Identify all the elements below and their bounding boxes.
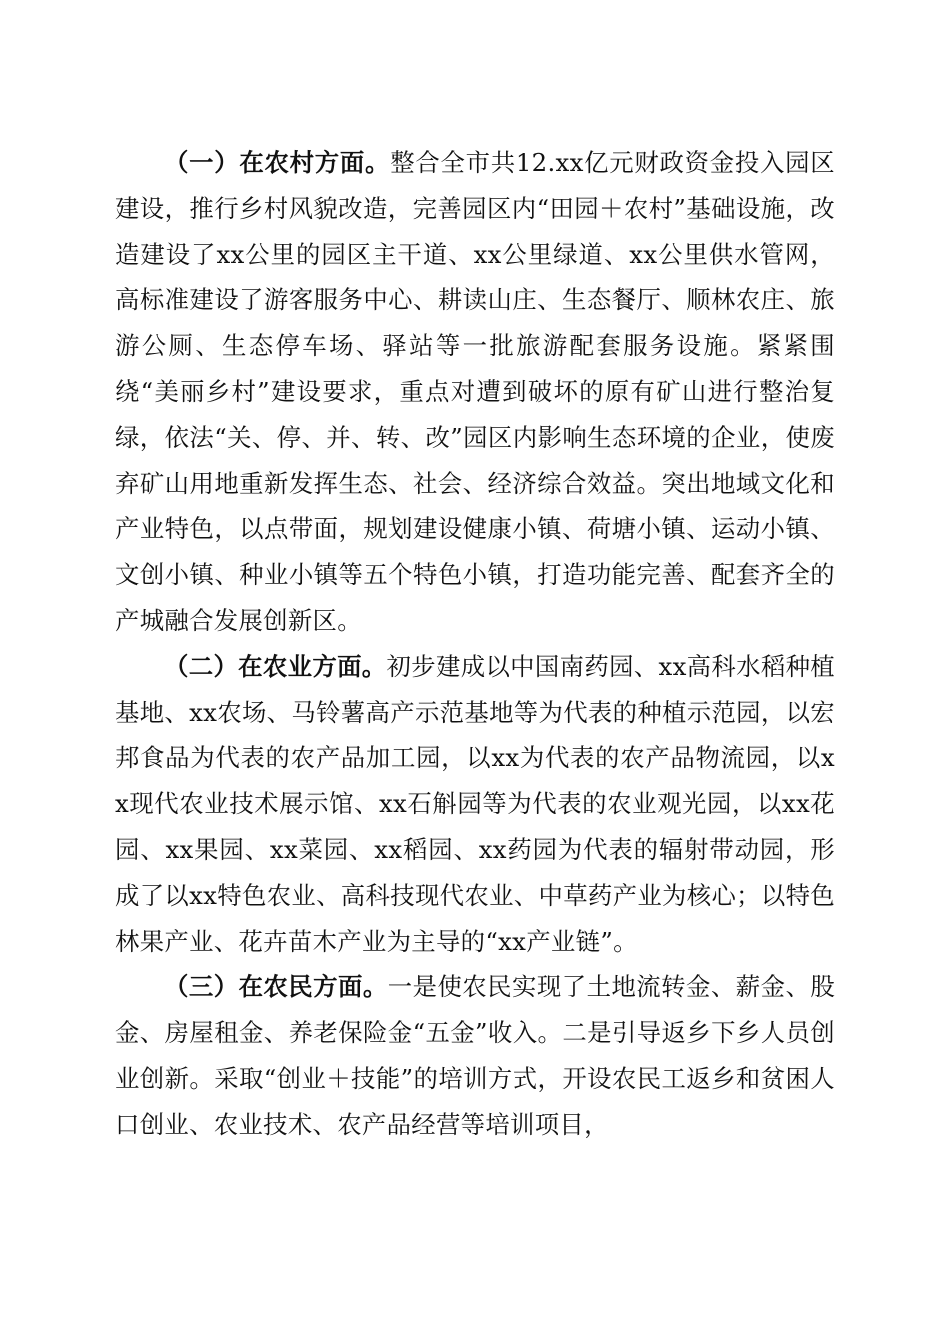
document-body [115, 140, 835, 1148]
paragraph-agriculture [115, 644, 835, 965]
paragraph-heading: （一）在农村方面。 [164, 148, 391, 177]
paragraph-text: 初步建成以中国南药园、xx高科水稻种植基地、xx农场、马铃薯高产示范基地等为代表的种植示范园，以宏邦食品为代表的农产品加工园，以xx为代表的农产品物流园，以xx现代农业技术展示馆、xx石斛园等为代表的农业观光园，以xx花园、xx果园、xx菜园、xx稻园、xx药园为代表的辐射带动园，形成了以xx特色农业、高科技现代农业、中草药产业为核心；以特色林果产业、花卉苗木产业为主导的“xx产业链”。 [115, 651, 836, 956]
paragraph-farmers [115, 964, 835, 1147]
paragraph-text: 整合全市共12.xx亿元财政资金投入园区建设，推行乡村风貌改造，完善园区内“田园＋农村”基础设施，改造建设了xx公里的园区主干道、xx公里绿道、xx公里供水管网，高标准建设了游客服务中心、耕读山庄、生态餐厅、顺林农庄、旅游公厕、生态停车场、驿站等一批旅游配套服务设施。紧紧围绕“美丽乡村”建设要求，重点对遭到破坏的原有矿山进行整治复绿，依法“关、停、并、转、改”园区内影响生态环境的企业，使废弃矿山用地重新发挥生态、社会、经济综合效益。突出地域文化和产业特色，以点带面，规划建设健康小镇、荷塘小镇、运动小镇、文创小镇、种业小镇等五个特色小镇，打造功能完善、配套齐全的产城融合发展创新区。 [115, 148, 835, 635]
paragraph-heading: （三）在农民方面。 [164, 972, 388, 1002]
paragraph-rural [115, 140, 835, 644]
paragraph-text: 一是使农民实现了土地流转金、薪金、股金、房屋租金、养老保险金“五金”收入。二是引导返乡下乡人员创业创新。采取“创业＋技能”的培训方式，开设农民工返乡和贫困人口创业、农业技术、农产品经营等培训项目， [115, 972, 836, 1139]
paragraph-heading: （二）在农业方面。 [164, 651, 387, 681]
